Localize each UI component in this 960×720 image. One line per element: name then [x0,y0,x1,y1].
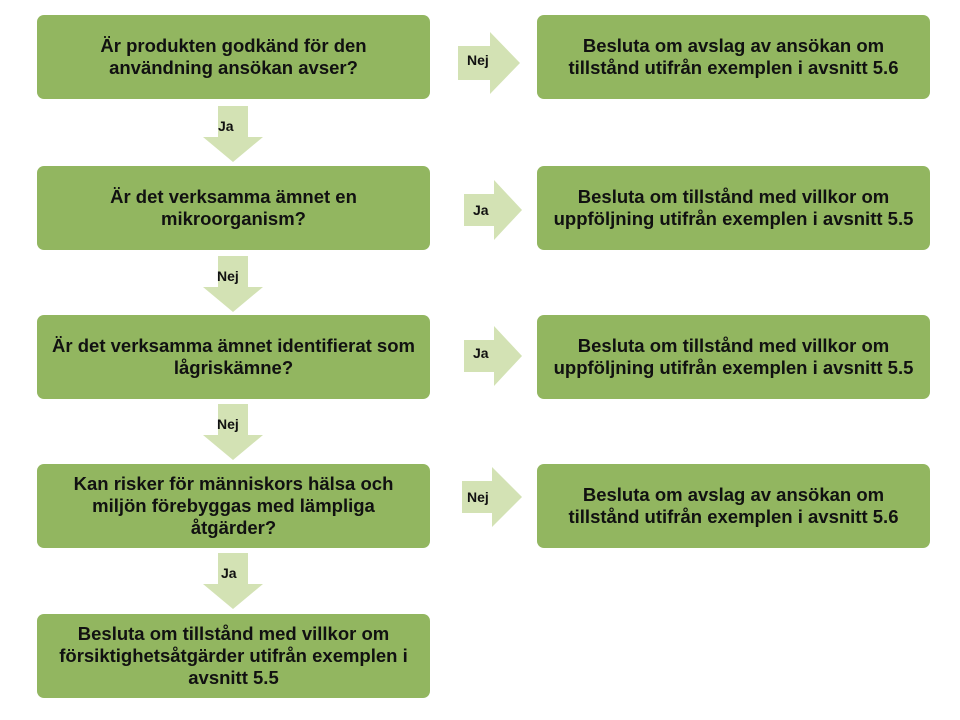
side-arrow-4 [462,467,522,527]
down-arrow-icon [203,404,263,460]
down-arrow-4 [203,553,263,609]
final-outcome-text: Besluta om tillstånd med villkor om försiktighetsåtgärder utifrån exemplen i avsnitt 5.5 [59,623,408,688]
side-arrow-label-2: Ja [473,202,489,218]
question-box-2 [37,166,430,250]
down-arrow-2 [203,256,263,312]
outcome-text-2: Besluta om tillstånd med villkor om uppföljning utifrån exemplen i avsnitt 5.5 [553,186,914,229]
side-arrow-1 [458,32,520,94]
outcome-box-1 [537,15,930,99]
question-box-3 [37,315,430,399]
side-arrow-label-1: Nej [467,52,489,68]
question-text-1: Är produkten godkänd för den användning ansökan avser? [100,35,367,78]
final-outcome-box [37,614,430,698]
down-arrow-1 [203,106,263,162]
outcome-box-2 [537,166,930,250]
outcome-text-1: Besluta om avslag av ansökan om tillstånd utifrån exemplen i avsnitt 5.6 [568,35,899,78]
question-box-4 [37,464,430,548]
side-arrow-label-4: Nej [467,489,489,505]
down-arrow-icon [203,106,263,162]
down-arrow-3 [203,404,263,460]
side-arrow-3 [464,326,522,386]
outcome-text-3: Besluta om tillstånd med villkor om uppföljning utifrån exemplen i avsnitt 5.5 [553,335,914,378]
side-arrow-2 [464,180,522,240]
down-arrow-label-3: Nej [217,416,239,432]
down-arrow-label-4: Ja [221,565,237,581]
outcome-text-4: Besluta om avslag av ansökan om tillstånd utifrån exemplen i avsnitt 5.6 [568,484,899,527]
question-text-2: Är det verksamma ämnet en mikroorganism? [110,186,357,229]
question-text-4: Kan risker för människors hälsa och miljön förebyggas med lämpliga åtgärder? [73,473,394,538]
side-arrow-label-3: Ja [473,345,489,361]
question-text-3: Är det verksamma ämnet identifierat som lågriskämne? [52,335,415,378]
down-arrow-label-1: Ja [218,118,234,134]
down-arrow-label-2: Nej [217,268,239,284]
outcome-box-3 [537,315,930,399]
question-box-1 [37,15,430,99]
outcome-box-4 [537,464,930,548]
down-arrow-icon [203,553,263,609]
down-arrow-icon [203,256,263,312]
